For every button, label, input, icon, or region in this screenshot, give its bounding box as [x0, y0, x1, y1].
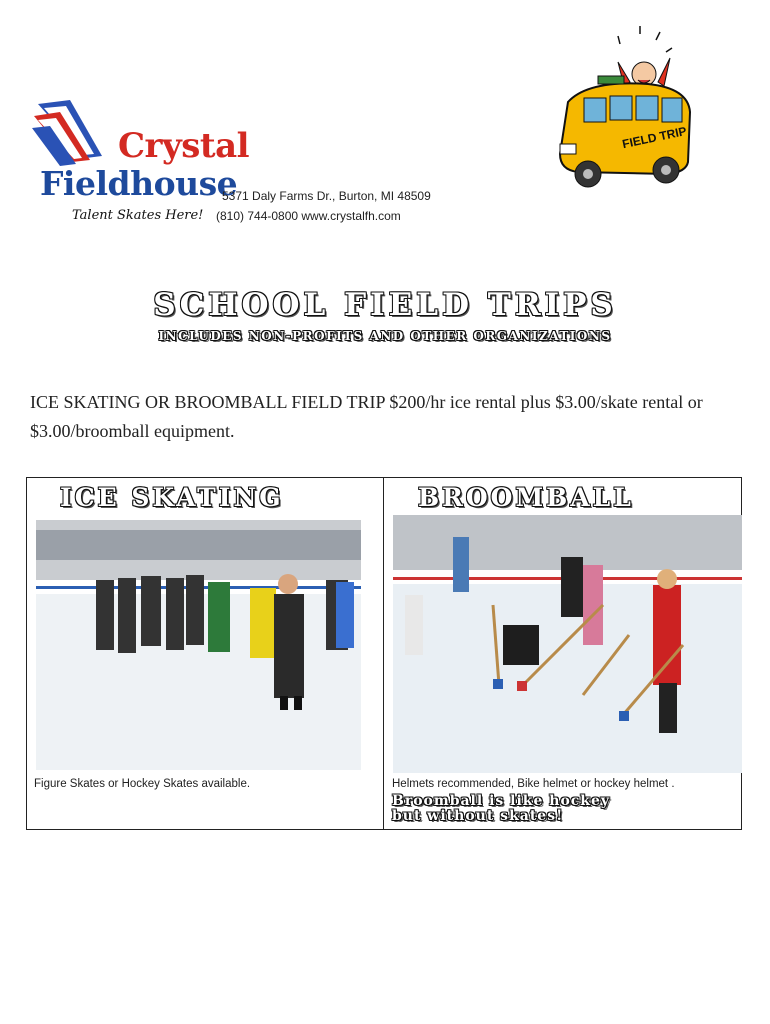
address-text: 5371 Daly Farms Dr., Burton, MI 48509: [222, 189, 431, 203]
skating-caption: Figure Skates or Hockey Skates available.: [34, 778, 251, 790]
pricing-text: ICE SKATING OR BROOMBALL FIELD TRIP $200/hr ice rental plus $3.00/skate rental or $3.00/broomball equipment.: [30, 392, 703, 441]
page-subtitle: INCLUDES NON-PROFITS AND OTHER ORGANIZATIONS: [158, 329, 612, 343]
broomball-note: [392, 794, 610, 824]
column-divider: [383, 477, 384, 830]
logo-fieldhouse-text: Fieldhouse: [40, 164, 238, 203]
bus-sign-text: FIELD TRIP: [621, 123, 688, 152]
phone-website-text: (810) 744-0800 www.crystalfh.com: [216, 209, 401, 223]
field-trip-bus-icon: [548, 22, 698, 197]
logo-crystal-text: Crystal: [118, 126, 250, 166]
broomball-note-line1: Broomball is like hockey: [392, 793, 611, 809]
broomball-photo: [393, 515, 742, 773]
broomball-note-line2: but without skates!: [392, 808, 564, 824]
ice-skating-photo: [36, 520, 361, 770]
crystal-fieldhouse-logo: [30, 98, 250, 228]
page-title: SCHOOL FIELD TRIPS: [153, 287, 617, 323]
logo-stripes-icon: [30, 98, 120, 168]
broomball-caption: Helmets recommended, Bike helmet or hockey helmet .: [392, 778, 675, 790]
broomball-heading: BROOMBALL: [418, 483, 634, 512]
ice-skating-heading: ICE SKATING: [60, 483, 284, 512]
logo-tagline: Talent Skates Here!: [72, 208, 204, 223]
